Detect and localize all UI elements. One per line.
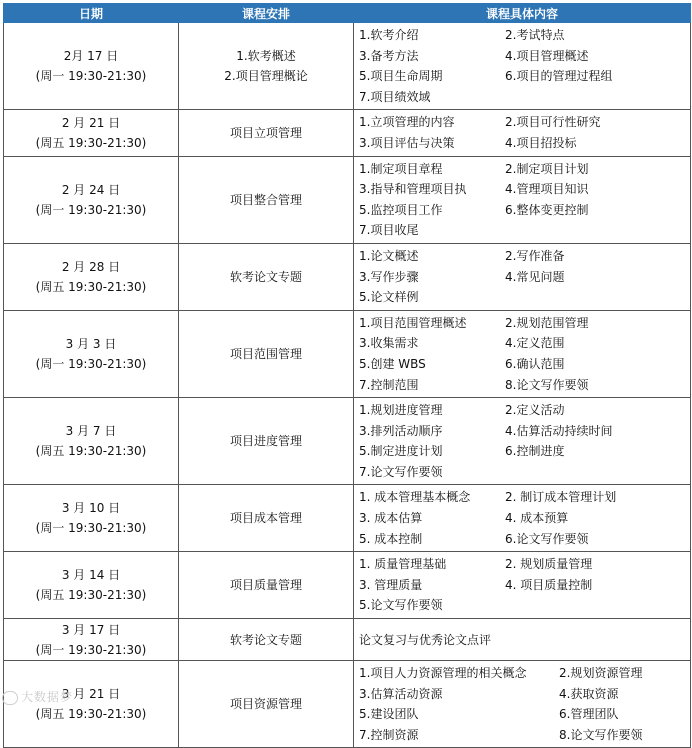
content-item: 4.定义范围 (505, 336, 565, 351)
content-item: 1.论文概述 (359, 248, 419, 263)
content-line (359, 354, 690, 375)
content-item: 2.制定项目计划 (505, 161, 589, 176)
header-row (4, 4, 691, 23)
content-line (359, 66, 690, 87)
content-line (359, 25, 690, 46)
content-item: 6.管理团队 (559, 707, 619, 722)
content-line (359, 287, 690, 308)
content-item: 4.项目招投标 (505, 135, 577, 150)
table-row (4, 398, 691, 485)
date-cell (4, 110, 179, 156)
content-line (359, 704, 690, 725)
topic-text: 软考论文专题 (229, 269, 302, 284)
topic-cell (179, 243, 354, 310)
content-line (359, 595, 690, 616)
header-date: 日期 (4, 4, 179, 23)
time-text: (周一 19:30-21:30) (35, 69, 147, 84)
content-item: 4.管理项目知识 (505, 182, 589, 197)
content-line (359, 375, 690, 396)
header-topic: 课程安排 (179, 4, 354, 23)
content-item: 3.排列活动顺序 (359, 423, 443, 438)
content-item: 7.控制资源 (359, 727, 419, 742)
content-item: 7.控制范围 (359, 377, 419, 392)
content-item: 8.论文写作要领 (559, 727, 643, 742)
content-item: 2.规划资源管理 (559, 666, 643, 681)
content-item: 4. 成本预算 (505, 511, 569, 526)
content-item: 5.项目生命周期 (359, 69, 443, 84)
topic-text: 项目资源管理 (229, 697, 302, 712)
topic-text: 1.软考概述 (236, 49, 296, 64)
content-line (359, 112, 690, 133)
content-item: 1.立项管理的内容 (359, 115, 455, 130)
date-text: 2 月 28 日 (61, 259, 121, 274)
topic-cell (179, 552, 354, 619)
topic-text: 项目范围管理 (229, 346, 302, 361)
content-line (359, 663, 690, 684)
content-cell (354, 661, 691, 748)
content-item: 6.确认范围 (505, 356, 565, 371)
topic-cell (179, 110, 354, 156)
content-line (359, 159, 690, 180)
topic-text: 项目成本管理 (229, 511, 302, 526)
topic-cell (179, 619, 354, 661)
time-text: (周五 19:30-21:30) (35, 444, 147, 459)
date-text: 3 月 3 日 (65, 336, 117, 351)
content-item: 论文复习与优秀论文点评 (359, 632, 492, 647)
time-text: (周五 19:30-21:30) (35, 135, 147, 150)
table-row (4, 619, 691, 661)
date-cell (4, 156, 179, 243)
content-cell (354, 552, 691, 619)
time-text: (周五 19:30-21:30) (35, 279, 147, 294)
content-item: 1.规划进度管理 (359, 403, 443, 418)
content-item: 1. 质量管理基础 (359, 557, 447, 572)
content-cell (354, 398, 691, 485)
topic-text: 项目整合管理 (229, 192, 302, 207)
content-item: 2.定义活动 (505, 403, 565, 418)
date-text: 3 月 21 日 (61, 687, 121, 702)
content-item: 1. 成本管理基本概念 (359, 490, 471, 505)
content-item: 6.整体变更控制 (505, 202, 589, 217)
content-item: 4.获取资源 (559, 686, 619, 701)
header-content: 课程具体内容 (354, 4, 691, 23)
topic-text: 项目质量管理 (229, 578, 302, 593)
content-item: 5.创建 WBS (359, 356, 426, 371)
content-item: 3.项目评估与决策 (359, 135, 455, 150)
content-item: 5.监控项目工作 (359, 202, 443, 217)
content-cell (354, 23, 691, 110)
content-line (359, 441, 690, 462)
watermark-logo-icon (2, 691, 18, 705)
time-text: (周五 19:30-21:30) (35, 588, 147, 603)
date-text: 2 月 21 日 (61, 115, 121, 130)
content-item: 3.收集需求 (359, 336, 419, 351)
content-line (359, 529, 690, 550)
content-line (359, 246, 690, 267)
date-cell (4, 619, 179, 661)
content-item: 7.论文写作要领 (359, 464, 443, 479)
content-item: 4. 项目质量控制 (505, 577, 593, 592)
content-cell (354, 243, 691, 310)
time-text: (周一 19:30-21:30) (35, 521, 147, 536)
content-item: 2.写作准备 (505, 248, 565, 263)
topic-cell (179, 23, 354, 110)
date-cell (4, 243, 179, 310)
content-item: 3.估算活动资源 (359, 686, 443, 701)
content-line (359, 421, 690, 442)
content-item: 4.估算活动持续时间 (505, 423, 613, 438)
content-item: 2.规划范围管理 (505, 315, 589, 330)
content-item: 1.制定项目章程 (359, 161, 443, 176)
content-line (359, 87, 690, 108)
date-cell (4, 485, 179, 552)
date-text: 3 月 7 日 (65, 424, 117, 439)
content-item: 2.项目可行性研究 (505, 115, 601, 130)
content-cell (354, 156, 691, 243)
content-line (359, 684, 690, 705)
content-cell (354, 619, 691, 661)
content-item: 4.项目管理概述 (505, 48, 589, 63)
topic-cell (179, 156, 354, 243)
table-row (4, 310, 691, 397)
topic-cell (179, 485, 354, 552)
content-cell (354, 310, 691, 397)
topic-cell (179, 398, 354, 485)
date-cell (4, 310, 179, 397)
content-item: 3.指导和管理项目执 (359, 182, 467, 197)
content-line (359, 133, 690, 154)
date-cell (4, 398, 179, 485)
content-item: 5.论文写作要领 (359, 598, 443, 613)
content-item: 6.项目的管理过程组 (505, 69, 613, 84)
topic-cell (179, 310, 354, 397)
date-text: 2月 17 日 (63, 49, 119, 64)
content-item: 5.论文样例 (359, 290, 419, 305)
content-item: 6.论文写作要领 (505, 531, 589, 546)
content-item: 2. 制订成本管理计划 (505, 490, 617, 505)
table-row (4, 110, 691, 156)
content-item: 6.控制进度 (505, 444, 565, 459)
table-row (4, 243, 691, 310)
content-item: 7.项目绩效域 (359, 89, 431, 104)
content-line (359, 487, 690, 508)
content-item: 3. 成本估算 (359, 511, 423, 526)
course-schedule-table (3, 3, 691, 748)
date-text: 3 月 14 日 (61, 568, 121, 583)
content-item: 3.备考方法 (359, 48, 419, 63)
date-text: 2 月 24 日 (61, 182, 121, 197)
content-item: 3. 管理质量 (359, 577, 423, 592)
topic-text: 软考论文专题 (229, 632, 302, 647)
content-line (359, 462, 690, 483)
topic-text: 项目立项管理 (229, 125, 302, 140)
content-item: 5. 成本控制 (359, 531, 423, 546)
table-row (4, 23, 691, 110)
content-item: 1.项目人力资源管理的相关概念 (359, 666, 527, 681)
topic-text: 2.项目管理概论 (224, 69, 308, 84)
content-cell (354, 485, 691, 552)
date-text: 3 月 17 日 (61, 622, 121, 637)
content-item: 4.常见问题 (505, 269, 565, 284)
content-item: 5.制定进度计划 (359, 444, 443, 459)
content-line (359, 46, 690, 67)
content-line (359, 554, 690, 575)
content-item: 7.项目收尾 (359, 223, 419, 238)
time-text: (周一 19:30-21:30) (35, 642, 147, 657)
content-line (359, 267, 690, 288)
time-text: (周五 19:30-21:30) (35, 707, 147, 722)
table-row (4, 485, 691, 552)
content-line (359, 575, 690, 596)
topic-cell (179, 661, 354, 748)
content-line (359, 313, 690, 334)
content-item: 3.写作步骤 (359, 269, 419, 284)
watermark: 大数据梦 (2, 688, 73, 705)
content-line (359, 200, 690, 221)
content-item: 1.项目范围管理概述 (359, 315, 467, 330)
table-row (4, 156, 691, 243)
date-text: 3 月 10 日 (61, 501, 121, 516)
content-item: 1.软考介绍 (359, 28, 419, 42)
content-line (359, 220, 690, 241)
date-cell (4, 23, 179, 110)
content-cell (354, 110, 691, 156)
content-item: 8.论文写作要领 (505, 377, 589, 392)
content-line (359, 725, 690, 746)
topic-text: 项目进度管理 (229, 434, 302, 449)
time-text: (周一 19:30-21:30) (35, 356, 147, 371)
content-item: 2.考试特点 (505, 28, 565, 42)
content-item: 5.建设团队 (359, 707, 419, 722)
content-line (359, 333, 690, 354)
content-item: 2. 规划质量管理 (505, 557, 593, 572)
date-cell (4, 552, 179, 619)
content-line (359, 508, 690, 529)
table-row (4, 661, 691, 748)
table-row (4, 552, 691, 619)
time-text: (周一 19:30-21:30) (35, 202, 147, 217)
content-line (359, 400, 690, 421)
content-line (359, 179, 690, 200)
